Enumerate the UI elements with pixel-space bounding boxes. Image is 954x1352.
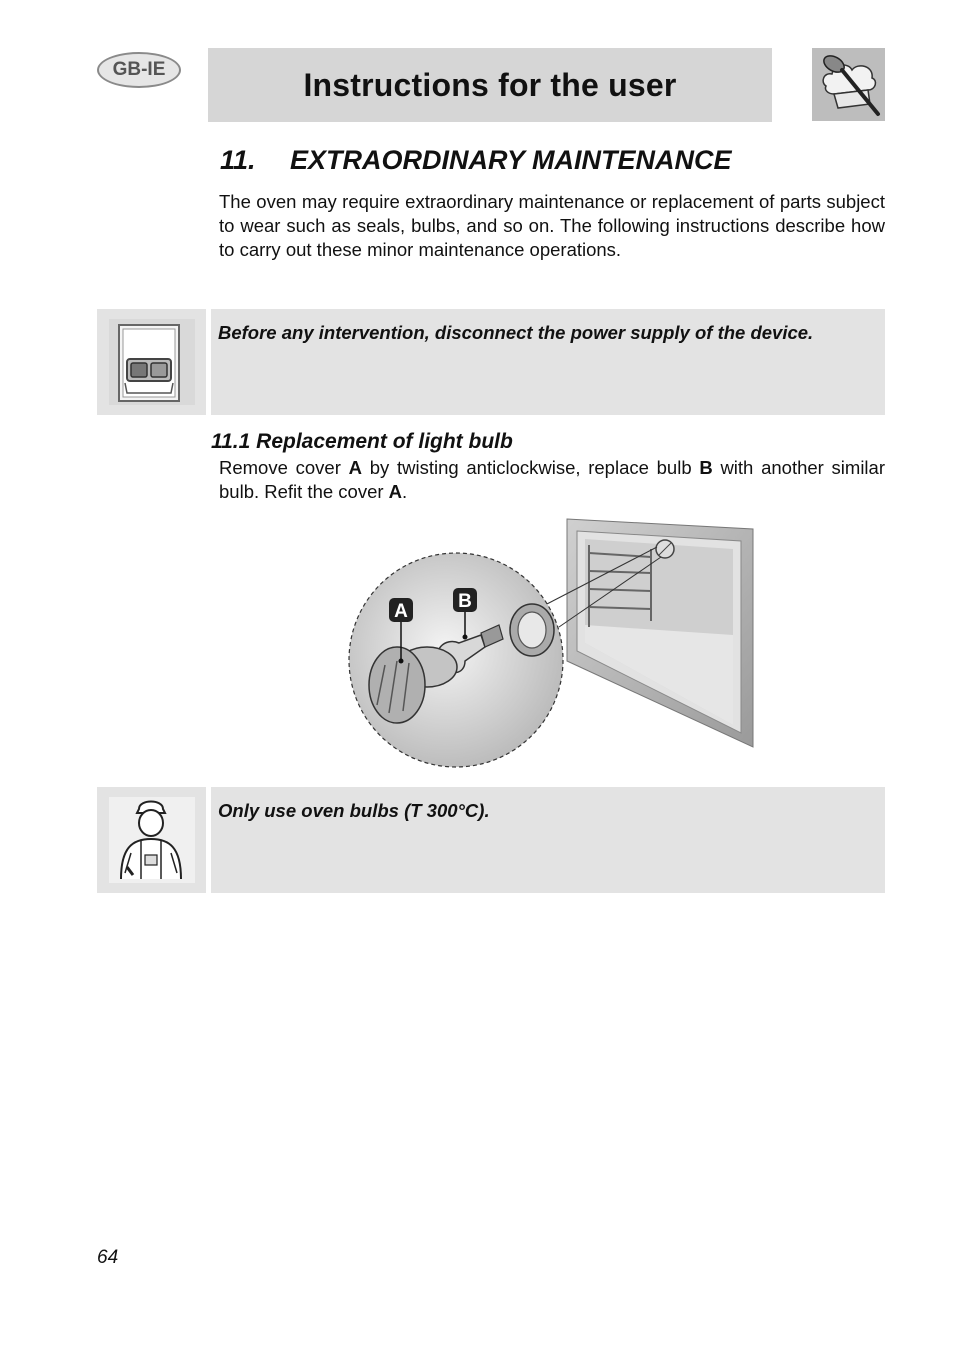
figure-label-b: B xyxy=(458,591,472,612)
instr-text: Remove cover xyxy=(219,457,349,478)
instr-text: by twisting anticlockwise, replace bulb xyxy=(361,457,700,478)
subsection-title: 11.1 Replacement of light bulb xyxy=(211,430,513,453)
section-title: EXTRAORDINARY MAINTENANCE xyxy=(290,145,732,175)
instr-text: . xyxy=(402,481,408,502)
tip-box xyxy=(211,787,885,893)
instr-text: with another similar bulb. Refit the cover xyxy=(219,457,885,502)
bulb-replacement-illustration xyxy=(345,515,757,771)
country-badge: GB-IE xyxy=(97,52,181,88)
warning-text: Before any intervention, disconnect the power supply of the device. xyxy=(218,322,814,343)
bulb-instructions xyxy=(219,456,885,504)
cover-label: A xyxy=(348,457,362,478)
page-title: Instructions for the user xyxy=(303,66,677,103)
header-bar xyxy=(208,48,772,122)
section-heading xyxy=(220,145,732,176)
page-number: 64 xyxy=(97,1247,119,1268)
warning-box xyxy=(211,309,885,415)
cover-label: A xyxy=(388,481,403,502)
figure-label-a: A xyxy=(394,601,408,622)
tip-icon-box xyxy=(97,787,206,893)
section-number: 11. xyxy=(220,145,256,175)
warning-icon-box xyxy=(97,309,206,415)
power-switch-icon xyxy=(97,309,206,415)
bulb-label: B xyxy=(699,457,713,478)
intro-paragraph: The oven may require extraordinary maintenance or replacement of parts subject to wear such as seals, bulbs, and so on. The following instructions describe how to carry out these minor maintenance operations. xyxy=(219,191,885,260)
spoon-chef-hat-icon xyxy=(812,48,885,121)
technician-icon xyxy=(97,787,206,893)
tip-text: Only use oven bulbs (T 300°C). xyxy=(218,800,490,821)
